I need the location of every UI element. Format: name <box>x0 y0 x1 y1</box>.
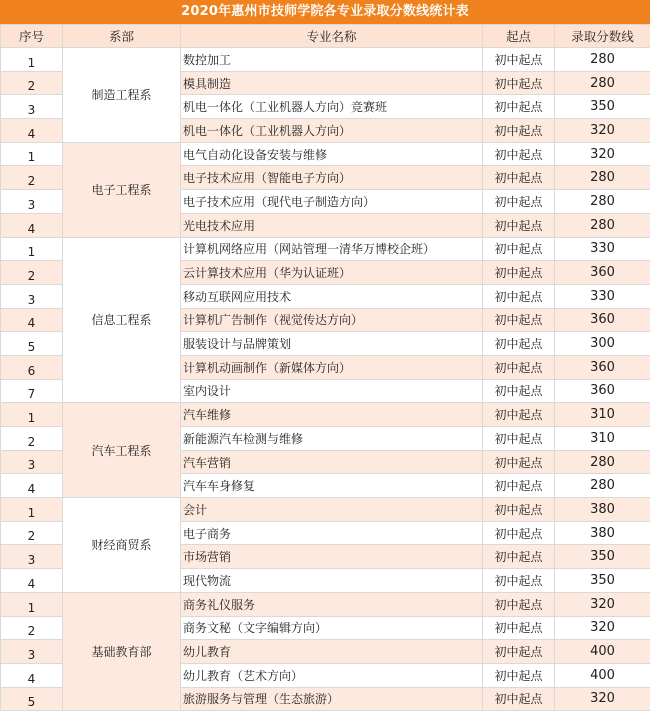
department-cell: 制造工程系 <box>63 48 181 143</box>
admission-score: 280 <box>555 474 650 498</box>
table-body <box>1 48 650 711</box>
row-index: 4 <box>1 213 63 237</box>
admission-score: 360 <box>555 379 650 403</box>
row-index: 1 <box>1 142 63 166</box>
admission-score: 330 <box>555 284 650 308</box>
admission-score: 280 <box>555 71 650 95</box>
admission-score: 380 <box>555 521 650 545</box>
major-name: 新能源汽车检测与维修 <box>181 427 483 451</box>
major-name: 数控加工 <box>181 48 483 72</box>
department-cell: 电子工程系 <box>63 142 181 237</box>
department-cell: 信息工程系 <box>63 237 181 403</box>
admission-score: 320 <box>555 687 650 711</box>
row-index: 2 <box>1 261 63 285</box>
table-row <box>1 237 650 261</box>
table-row <box>1 142 650 166</box>
start-level: 初中起点 <box>483 308 555 332</box>
start-level: 初中起点 <box>483 332 555 356</box>
major-name: 电子技术应用（智能电子方向） <box>181 166 483 190</box>
start-level: 初中起点 <box>483 616 555 640</box>
major-name: 计算机动画制作（新媒体方向） <box>181 355 483 379</box>
start-level: 初中起点 <box>483 687 555 711</box>
row-index: 7 <box>1 379 63 403</box>
major-name: 旅游服务与管理（生态旅游） <box>181 687 483 711</box>
major-name: 幼儿教育（艺术方向） <box>181 663 483 687</box>
major-name: 汽车车身修复 <box>181 474 483 498</box>
major-name: 光电技术应用 <box>181 213 483 237</box>
major-name: 现代物流 <box>181 569 483 593</box>
row-index: 4 <box>1 663 63 687</box>
start-level: 初中起点 <box>483 521 555 545</box>
row-index: 5 <box>1 687 63 711</box>
admission-score: 360 <box>555 355 650 379</box>
table-row <box>1 592 650 616</box>
admission-score-table <box>0 24 650 711</box>
row-index: 4 <box>1 308 63 332</box>
table-row <box>1 403 650 427</box>
major-name: 移动互联网应用技术 <box>181 284 483 308</box>
start-level: 初中起点 <box>483 663 555 687</box>
row-index: 3 <box>1 284 63 308</box>
admission-score: 280 <box>555 48 650 72</box>
start-level: 初中起点 <box>483 284 555 308</box>
start-level: 初中起点 <box>483 119 555 143</box>
start-level: 初中起点 <box>483 592 555 616</box>
row-index: 2 <box>1 166 63 190</box>
start-level: 初中起点 <box>483 237 555 261</box>
admission-score: 300 <box>555 332 650 356</box>
admission-score: 380 <box>555 498 650 522</box>
admission-score: 360 <box>555 308 650 332</box>
department-cell: 财经商贸系 <box>63 498 181 593</box>
start-level: 初中起点 <box>483 48 555 72</box>
start-level: 初中起点 <box>483 474 555 498</box>
row-index: 1 <box>1 403 63 427</box>
start-level: 初中起点 <box>483 498 555 522</box>
row-index: 1 <box>1 498 63 522</box>
start-level: 初中起点 <box>483 95 555 119</box>
admission-score: 400 <box>555 640 650 664</box>
row-index: 3 <box>1 640 63 664</box>
admission-score: 280 <box>555 190 650 214</box>
admission-score: 310 <box>555 427 650 451</box>
major-name: 电子技术应用（现代电子制造方向） <box>181 190 483 214</box>
admission-score: 350 <box>555 545 650 569</box>
start-level: 初中起点 <box>483 379 555 403</box>
major-name: 商务礼仪服务 <box>181 592 483 616</box>
major-name: 商务文秘（文字编辑方向） <box>181 616 483 640</box>
row-index: 2 <box>1 616 63 640</box>
major-name: 汽车维修 <box>181 403 483 427</box>
row-index: 2 <box>1 427 63 451</box>
row-index: 5 <box>1 332 63 356</box>
admission-score: 280 <box>555 213 650 237</box>
start-level: 初中起点 <box>483 142 555 166</box>
row-index: 4 <box>1 474 63 498</box>
admission-score: 320 <box>555 119 650 143</box>
start-level: 初中起点 <box>483 427 555 451</box>
header-score: 录取分数线 <box>555 25 650 48</box>
start-level: 初中起点 <box>483 403 555 427</box>
major-name: 服装设计与品牌策划 <box>181 332 483 356</box>
row-index: 4 <box>1 119 63 143</box>
major-name: 机电一体化（工业机器人方向）竞赛班 <box>181 95 483 119</box>
row-index: 6 <box>1 355 63 379</box>
admission-score: 320 <box>555 616 650 640</box>
major-name: 市场营销 <box>181 545 483 569</box>
start-level: 初中起点 <box>483 545 555 569</box>
table-row <box>1 48 650 72</box>
admission-score: 350 <box>555 95 650 119</box>
start-level: 初中起点 <box>483 569 555 593</box>
major-name: 计算机网络应用（网站管理一清华万博校企班） <box>181 237 483 261</box>
admission-score: 330 <box>555 237 650 261</box>
row-index: 3 <box>1 545 63 569</box>
admission-score: 310 <box>555 403 650 427</box>
major-name: 电子商务 <box>181 521 483 545</box>
major-name: 室内设计 <box>181 379 483 403</box>
admission-score: 400 <box>555 663 650 687</box>
start-level: 初中起点 <box>483 71 555 95</box>
department-cell: 汽车工程系 <box>63 403 181 498</box>
start-level: 初中起点 <box>483 450 555 474</box>
header-major: 专业名称 <box>181 25 483 48</box>
department-cell: 基础教育部 <box>63 592 181 710</box>
admission-score: 320 <box>555 592 650 616</box>
row-index: 1 <box>1 237 63 261</box>
header-row <box>1 25 650 48</box>
start-level: 初中起点 <box>483 640 555 664</box>
header-department: 系部 <box>63 25 181 48</box>
row-index: 2 <box>1 521 63 545</box>
row-index: 3 <box>1 95 63 119</box>
admission-score: 350 <box>555 569 650 593</box>
start-level: 初中起点 <box>483 213 555 237</box>
major-name: 计算机广告制作（视觉传达方向） <box>181 308 483 332</box>
row-index: 1 <box>1 592 63 616</box>
major-name: 模具制造 <box>181 71 483 95</box>
table-row <box>1 498 650 522</box>
row-index: 4 <box>1 569 63 593</box>
table-title: 2020年惠州市技师学院各专业录取分数线统计表 <box>0 0 650 24</box>
admission-score: 280 <box>555 450 650 474</box>
major-name: 会计 <box>181 498 483 522</box>
major-name: 电气自动化设备安装与维修 <box>181 142 483 166</box>
start-level: 初中起点 <box>483 166 555 190</box>
row-index: 2 <box>1 71 63 95</box>
major-name: 幼儿教育 <box>181 640 483 664</box>
header-index: 序号 <box>1 25 63 48</box>
header-start: 起点 <box>483 25 555 48</box>
start-level: 初中起点 <box>483 261 555 285</box>
row-index: 3 <box>1 450 63 474</box>
row-index: 3 <box>1 190 63 214</box>
admission-score: 280 <box>555 166 650 190</box>
major-name: 云计算技术应用（华为认证班） <box>181 261 483 285</box>
major-name: 机电一体化（工业机器人方向） <box>181 119 483 143</box>
admission-score: 360 <box>555 261 650 285</box>
admission-score: 320 <box>555 142 650 166</box>
row-index: 1 <box>1 48 63 72</box>
start-level: 初中起点 <box>483 355 555 379</box>
start-level: 初中起点 <box>483 190 555 214</box>
major-name: 汽车营销 <box>181 450 483 474</box>
